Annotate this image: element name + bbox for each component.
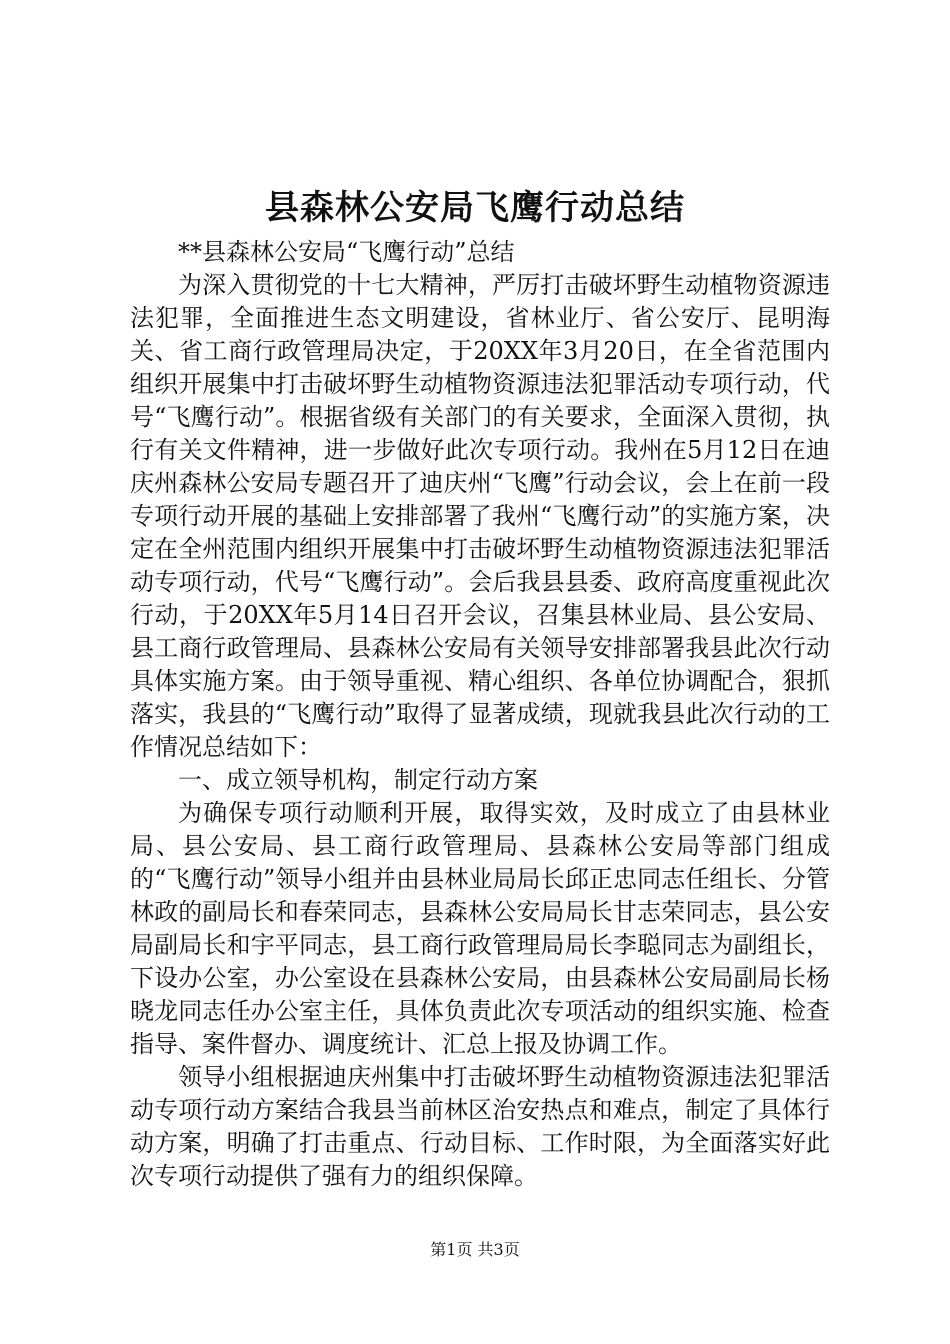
body-paragraph: 领导小组根据迪庆州集中打击破坏野生动植物资源违法犯罪活动专项行动方案结合我县当前林区治安热点和难点，制定了具体行动方案，明确了打击重点、行动目标、工作时限，为全面落实好此次专项行动提供了强有力的组织保障。 (130, 1063, 830, 1190)
subtitle-paragraph: **县森林公安局“飞鹰行动”总结 (178, 238, 515, 266)
page-footer: 第1页 共3页 (430, 1240, 520, 1259)
document-title: 县森林公安局飞鹰行动总结 (265, 188, 685, 228)
section-heading: 一、成立领导机构，制定行动方案 (178, 766, 538, 794)
body-paragraph: 为确保专项行动顺利开展，取得实效，及时成立了由县林业局、县公安局、县工商行政管理局、县森林公安局等部门组成的“飞鹰行动”领导小组并由县林业局局长邱正忠同志任组长、分管林政的副局长和春荣同志，县森林公安局局长甘志荣同志，县公安局副局长和宇平同志，县工商行政管理局局长李聪同志为副组长，下设办公室，办公室设在县森林公安局，由县森林公安局副局长杨晓龙同志任办公室主任，具体负责此次专项活动的组织实施、检查指导、案件督办、调度统计、汇总上报及协调工作。 (130, 799, 830, 1058)
document-body (130, 236, 830, 1193)
body-paragraph: 为深入贯彻党的十七大精神，严厉打击破坏野生动植物资源违法犯罪，全面推进生态文明建设，省林业厅、省公安厅、昆明海关、省工商行政管理局决定，于20XX年3月20日，在全省范围内组织开展集中打击破坏野生动植物资源违法犯罪活动专项行动，代号“飞鹰行动”。根据省级有关部门的有关要求，全面深入贯彻，执行有关文件精神，进一步做好此次专项行动。我州在5月12日在迪庆州森林公安局专题召开了迪庆州“飞鹰”行动会议，会上在前一段专项行动开展的基础上安排部署了我州“飞鹰行动”的实施方案，决定在全州范围内组织开展集中打击破坏野生动植物资源违法犯罪活动专项行动，代号“飞鹰行动”。会后我县县委、政府高度重视此次行动，于20XX年5月14日召开会议，召集县林业局、县公安局、县工商行政管理局、县森林公安局有关领导安排部署我县此次行动具体实施方案。由于领导重视、精心组织、各单位协调配合，狠抓落实，我县的“飞鹰行动”取得了显著成绩，现就我县此次行动的工作情况总结如下： (130, 271, 830, 761)
